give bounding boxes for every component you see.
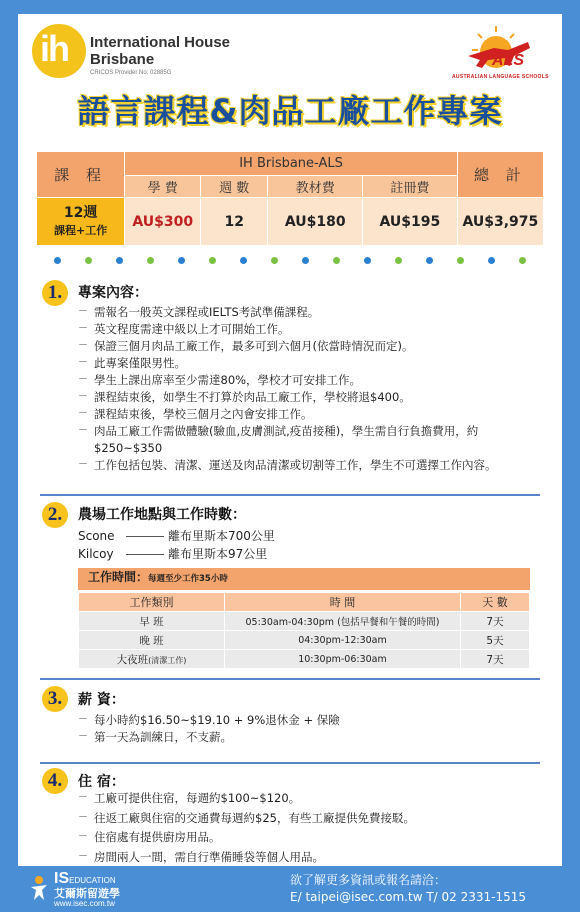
list-item: － 需報名一般英文課程或IELTS考試準備課程。	[78, 304, 538, 321]
section4-list	[78, 790, 538, 868]
divider-dot	[302, 257, 309, 264]
shift-time: 05:30am-04:30pm (包括早餐和午餐的時間)	[225, 612, 461, 631]
list-item: － 此專案僅限男性。	[78, 355, 538, 372]
ih-name-line1: International House	[90, 34, 231, 51]
divider-dot	[240, 257, 247, 264]
fee-school-header: IH Brisbane-ALS	[125, 152, 457, 176]
location-row	[78, 527, 275, 544]
table-row	[79, 650, 530, 669]
shift-header-days: 天 數	[461, 593, 530, 612]
divider-dot	[116, 257, 123, 264]
ih-cricos: CRICOS Provider No: 02885G	[90, 70, 172, 76]
divider-dot	[54, 257, 61, 264]
shift-days: 5天	[461, 631, 530, 650]
ih-logo-text: ih	[40, 28, 68, 69]
shift-header-type: 工作類別	[79, 593, 225, 612]
list-item: － 肉品工廠工作需做體驗(驗血,皮膚測試,疫苗接種)，學生需自行負擔費用，約$250~$350	[78, 423, 538, 456]
contact-info[interactable]: E/ taipei@isec.com.tw T/ 02 2331-1515	[290, 890, 527, 904]
shift-days: 7天	[461, 650, 530, 669]
divider-dot	[85, 257, 92, 264]
divider-dot	[147, 257, 154, 264]
shift-time: 10:30pm-06:30am	[225, 650, 461, 669]
section1-title: 專案內容：	[78, 285, 148, 301]
location-distance: 離布里斯本97公里	[168, 547, 268, 561]
divider-dot	[271, 257, 278, 264]
location-row	[78, 545, 267, 562]
divider-dot	[457, 257, 464, 264]
fee-materials-value: AU$180	[268, 198, 363, 246]
shift-header-time: 時 間	[225, 593, 461, 612]
list-item: － 英文程度需達中級以上才可開始工作。	[78, 321, 538, 338]
shift-type: 早 班	[79, 612, 225, 631]
list-item: － 保證三個月肉品工廠工作，最多可到六個月(依當時情況而定)。	[78, 338, 538, 355]
shift-time: 04:30pm-12:30am	[225, 631, 461, 650]
isec-brand-is: IS	[54, 870, 70, 887]
fee-total-value: AU$3,975	[457, 198, 543, 246]
fee-col-tuition: 學 費	[125, 176, 201, 198]
isec-brand-edu: EDUCATION	[69, 876, 116, 885]
table-row	[79, 612, 530, 631]
section3-number: 3.	[42, 686, 68, 712]
fee-col-materials: 教材費	[268, 176, 363, 198]
fee-total-header: 總 計	[457, 152, 543, 198]
ih-logo	[32, 24, 86, 78]
fee-course-weeks: 12週	[63, 204, 98, 221]
location-distance: 離布里斯本700公里	[168, 529, 275, 543]
ih-name-line2: Brisbane	[90, 51, 155, 68]
divider-dot	[333, 257, 340, 264]
divider-dot	[364, 257, 371, 264]
list-item: － 第一天為訓練日，不支薪。	[78, 729, 538, 746]
section3-title: 薪 資：	[78, 692, 125, 708]
section1-number: 1.	[42, 280, 68, 306]
divider-dot	[395, 257, 402, 264]
divider-dot	[209, 257, 216, 264]
isec-brand-cn: 艾爾斯留遊學	[54, 887, 120, 900]
section2-title: 農場工作地點與工作時數：	[78, 507, 246, 523]
list-item: － 工廠可提供住宿，每週約$100~$120。	[78, 790, 538, 807]
als-logo-sub: AUSTRALIAN LANGUAGE SCHOOLS	[452, 74, 549, 80]
shift-days: 7天	[461, 612, 530, 631]
fee-course-name: 課程+工作	[54, 223, 108, 237]
fee-weeks-value: 12	[201, 198, 268, 246]
contact-prompt: 欲了解更多資訊或報名請洽：	[290, 873, 447, 887]
location-name: Scone	[78, 529, 115, 543]
section1-list	[78, 304, 538, 474]
fee-table	[36, 151, 544, 246]
table-row	[79, 631, 530, 650]
section4-number: 4.	[42, 768, 68, 794]
flyer-card	[18, 14, 562, 866]
list-item: － 往返工廠與住宿的交通費每週約$25，有些工廠提供免費接駁。	[78, 810, 538, 827]
shift-type: 大夜班	[116, 653, 149, 666]
divider-dot	[519, 257, 526, 264]
location-name: Kilcoy	[78, 547, 114, 561]
als-logo-text: ALS	[492, 52, 524, 69]
section-divider	[40, 678, 540, 680]
worktime-note: 每週至少工作35小時	[148, 574, 228, 584]
section-divider	[40, 762, 540, 764]
section4-title: 住 宿：	[78, 774, 125, 790]
shift-type: 晚 班	[79, 631, 225, 650]
list-item: － 每小時約$16.50~$19.10 + 9%退休金 + 保險	[78, 712, 538, 729]
list-item: － 課程結束後，如學生不打算於肉品工廠工作，學校將退$400。	[78, 389, 538, 406]
shift-table	[78, 592, 530, 669]
divider-dot	[426, 257, 433, 264]
shift-type-note: (清潔工作)	[148, 655, 187, 665]
section3-list	[78, 712, 538, 746]
list-item: － 學生上課出席率至少需達80%，學校才可安排工作。	[78, 372, 538, 389]
fee-registration-value: AU$195	[363, 198, 458, 246]
fee-course-cell	[37, 198, 125, 246]
list-item: － 房間兩人一間，需自行準備睡袋等個人用品。	[78, 849, 538, 866]
list-item: － 工作包括包裝、清潔、運送及肉品清潔或切割等工作，學生不可選擇工作內容。	[78, 457, 538, 474]
worktime-bar	[78, 568, 530, 590]
fee-col-registration: 註冊費	[363, 176, 458, 198]
divider-dot	[178, 257, 185, 264]
divider-dot	[488, 257, 495, 264]
fee-col-weeks: 週 數	[201, 176, 268, 198]
dot-divider	[54, 257, 526, 264]
fee-tuition-value: AU$300	[125, 198, 201, 246]
worktime-label: 工作時間：	[88, 570, 149, 584]
isec-person-icon	[28, 875, 50, 901]
list-item: － 住宿處有提供廚房用品。	[78, 829, 538, 846]
section2-number: 2.	[42, 502, 68, 528]
section-divider	[40, 494, 540, 496]
list-item: － 課程結束後，學校三個月之內會安排工作。	[78, 406, 538, 423]
fee-course-header: 課 程	[37, 152, 125, 198]
shift-type-cell	[79, 650, 225, 669]
page-title: 語言課程&肉品工廠工作專案	[77, 92, 503, 130]
isec-url[interactable]: www.isec.com.tw	[54, 899, 115, 908]
